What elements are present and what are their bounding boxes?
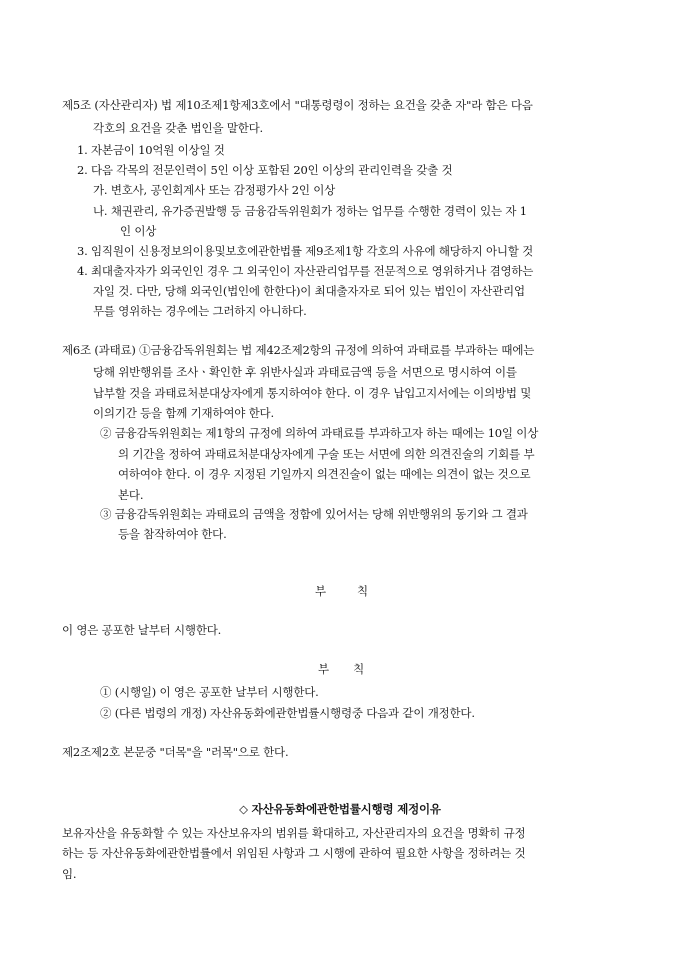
art6-para-3-cont: 등을 참작하여야 한다. [118, 527, 227, 541]
addenda-2-title: 부 칙 [318, 662, 365, 676]
art6-para-2-cont-2: 여하여야 한다. 이 경우 지정된 기일까지 의견진술이 없는 때에는 의견이 없는 것으로 [118, 467, 531, 481]
art5-item-3: 3. 임직원이 신용정보의이용및보호에관한법률 제9조제1항 각호의 사유에 해당하지 아니할 것 [77, 244, 534, 258]
art5-item-2-b-cont: 인 이상 [120, 224, 157, 238]
addenda-2-amendment: 제2조제2호 본문중 "더목"을 "러목"으로 한다. [62, 745, 289, 759]
art5-item-2-a: 가. 변호사, 공인회계사 또는 감정평가사 2인 이상 [93, 183, 336, 197]
art6-para-1: 제6조 (과태료) ①금융감독위원회는 법 제42조제2항의 규정에 의하여 과태료를 부과하는 때에는 [62, 343, 535, 357]
addenda-1-body: 이 영은 공포한 날부터 시행한다. [62, 623, 222, 637]
addenda-2-item-1: ① (시행일) 이 영은 공포한 날부터 시행한다. [100, 685, 319, 699]
art6-para-2-cont-1: 의 기간을 정하여 과태료처분대상자에게 구술 또는 서면에 의한 의견진술의 기회를 부 [118, 447, 535, 461]
addenda-1-title: 부 칙 [315, 584, 368, 598]
reason-line-2: 하는 등 자산유동화에관한법률에서 위임된 사항과 그 시행에 관하여 필요한 사항을 정하려는 것 [62, 846, 526, 860]
art6-para-1-cont-2: 납부할 것을 과태료처분대상자에게 통지하여야 한다. 이 경우 납입고지서에는 이의방법 및 [93, 386, 532, 400]
art5-line-1: 제5조 (자산관리자) 법 제10조제1항제3호에서 "대통령령이 정하는 요건을 갖춘 자"라 함은 다음 [62, 98, 533, 112]
reason-title: ◇ 자산유동화에관한법률시행령 제정이유 [239, 802, 441, 816]
art5-line-2: 각호의 요건을 갖춘 법인을 말한다. [93, 121, 264, 135]
art6-para-1-cont-1: 당해 위반행위를 조사ㆍ확인한 후 위반사실과 과태료금액 등을 서면으로 명시하여 이를 [93, 365, 517, 379]
art6-para-2-cont-3: 본다. [118, 488, 144, 502]
art6-para-1-cont-3: 이의기간 등을 함께 기재하여야 한다. [93, 406, 274, 420]
reason-line-3: 임. [62, 867, 77, 881]
addenda-2-item-2: ② (다른 법령의 개정) 자산유동화에관한법률시행령중 다음과 같이 개정한다. [100, 706, 475, 720]
art5-item-4-cont-2: 무를 영위하는 경우에는 그러하지 아니하다. [93, 304, 307, 318]
art6-para-3: ③ 금융감독위원회는 과태료의 금액을 정함에 있어서는 당해 위반행위의 동기와 그 결과 [100, 507, 528, 521]
art5-item-1: 1. 자본금이 10억원 이상일 것 [77, 143, 225, 157]
art5-item-2: 2. 다음 각목의 전문인력이 5인 이상 포함된 20인 이상의 관리인력을 갖출 것 [77, 163, 453, 177]
art5-item-4-cont-1: 자일 것. 다만, 당해 외국인(법인에 한한다)이 최대출자자로 되어 있는 법인이 자산관리업 [93, 284, 525, 298]
art5-item-4: 4. 최대출자자가 외국인인 경우 그 외국인이 자산관리업무를 전문적으로 영위하거나 겸영하는 [77, 264, 534, 278]
art5-item-2-b: 나. 채권관리, 유가증권발행 등 금융감독위원회가 정하는 업무를 수행한 경력이 있는 자 1 [93, 204, 527, 218]
reason-line-1: 보유자산을 유동화할 수 있는 자산보유자의 범위를 확대하고, 자산관리자의 요건을 명확히 규정 [62, 826, 526, 840]
art6-para-2: ② 금융감독위원회는 제1항의 규정에 의하여 과태료를 부과하고자 하는 때에는 10일 이상 [100, 426, 539, 440]
